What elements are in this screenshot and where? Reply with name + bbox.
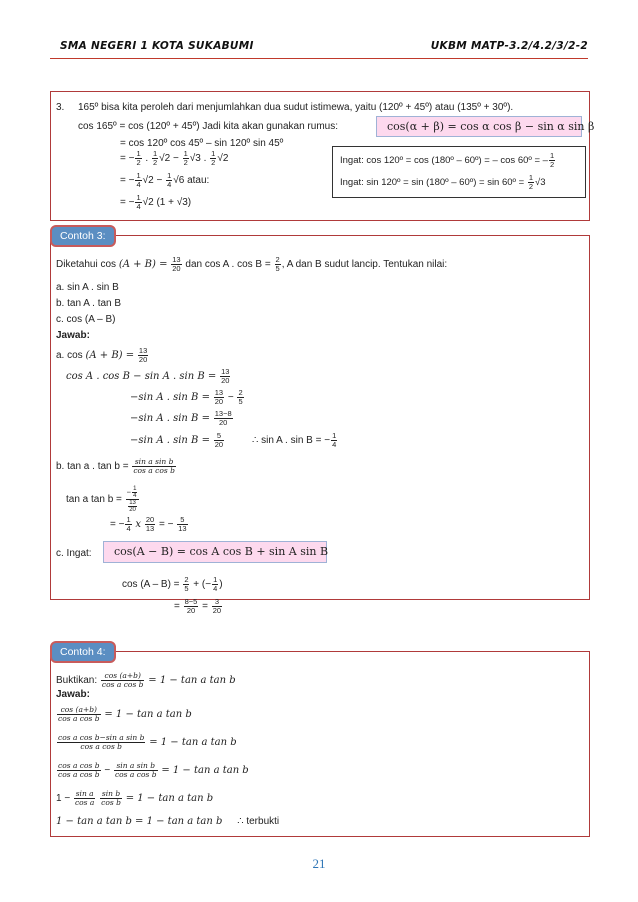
item3-intro: 165º bisa kita peroleh dari menjumlahkan dua sudut istimewa, yaitu (120º + 45º) atau (135º + 30º).	[78, 102, 514, 113]
sol-b-line3: = − $\frac{1}{4}$ x $\frac{20}{13}$ = − $\frac{5}{13}$	[110, 515, 187, 533]
module-code: UKBM MATP-3.2/4.2/3/2-2	[430, 40, 588, 52]
contoh3-part-a: a. sin A . sin B	[56, 282, 119, 293]
item3-line3: = − $\frac{1}{2}$ . $\frac{1}{2}$ √2 − $\frac{1}{2}$ √3 . $\frac{1}{2}$ √2	[120, 149, 229, 167]
header-rule	[50, 58, 588, 59]
ingat-cos120: Ingat: cos 120º = cos (180º – 60º) = – cos 60º = – $\frac{1}{2}$	[340, 151, 555, 169]
item3-line4: = − $\frac{1}{4}$ √2 − $\frac{1}{4}$ √6 atau:	[120, 171, 210, 189]
contoh4-label: Contoh 4:	[50, 641, 116, 663]
sol-c-ingat: c. Ingat:	[56, 548, 92, 559]
contoh3-jawab: Jawab:	[56, 330, 90, 341]
sol-b-line1: b. tan a . tan b = $\frac{\text{sin a sin b}}{\text{cos a cos b}}$	[56, 457, 175, 475]
proof-line5: 1 − tan a tan b = 1 − tan a tan b ∴ terbukti	[56, 816, 280, 827]
sol-c-line2: = $\frac{8-5}{20}$ = $\frac{3}{20}$	[174, 597, 222, 615]
angle-sum-formula: cos(α + β) = cos α cos β − sin α sin β	[376, 116, 582, 137]
sol-c-line1: cos (A – B) = $\frac{2}{5}$ + (− $\frac{1}{4}$ )	[122, 575, 223, 593]
contoh4-statement: Buktikan: $\frac{\cos (a+b)}{\text{cos a cos b}}$ = 1 − tan a tan b	[56, 671, 236, 689]
school-name: SMA NEGERI 1 KOTA SUKABUMI	[60, 40, 254, 52]
sol-a-line3: −sin A . sin B = $\frac{13}{20}$ − $\frac{2}{5}$	[130, 388, 243, 406]
sol-a-result: ∴ sin A . sin B = − $\frac{1}{4}$	[252, 431, 337, 449]
contoh4-jawab: Jawab:	[56, 689, 90, 700]
contoh3-part-c: c. cos (A – B)	[56, 314, 116, 325]
angle-difference-formula: cos(A − B) = cos A cos B + sin A sin B	[103, 541, 327, 563]
page-header	[60, 40, 588, 58]
sol-a-line1: a. cos (A + B) = $\frac{13}{20}$	[56, 346, 148, 364]
proof-line2: $\frac{\text{cos a cos b−sin a sin b}}{\text{cos a cos b}}$ = 1 − tan a tan b	[58, 733, 237, 751]
sol-b-line2: tan a tan b = − $\frac{1}{4}$ $\frac{13}{20}$	[66, 486, 140, 513]
item3-line1: cos 165º = cos (120º + 45º) Jadi kita akan gunakan rumus:	[78, 121, 338, 132]
item3-number: 3.	[56, 102, 65, 113]
sol-a-line4: −sin A . sin B = $\frac{13-8}{20}$	[130, 409, 232, 427]
item3-line5: = − $\frac{1}{4}$ √2 (1 + √3)	[120, 193, 192, 211]
ingat-sin120: Ingat: sin 120º = sin (180º – 60º) = sin 60º = $\frac{1}{2}$ √3	[340, 173, 546, 191]
proof-line1: $\frac{\cos (a+b)}{\text{cos a cos b}}$ = 1 − tan a tan b	[58, 705, 192, 723]
page-number: 21	[312, 856, 326, 871]
contoh3-question: Diketahui cos (A + B) = $\frac{13}{20}$ dan cos A . cos B = $\frac{2}{5}$ , A dan B sudut lancip. Tentukan nilai:	[56, 255, 448, 273]
contoh3-part-b: b. tan A . tan B	[56, 298, 122, 309]
proof-line4: 1 − $\frac{\text{sin a}}{\text{cos a}}$ $\frac{\text{sin b}}{\text{cos b}}$ = 1 − tan a tan b	[56, 789, 214, 807]
sol-a-line5: −sin A . sin B = $\frac{5}{20}$	[130, 431, 224, 449]
contoh3-label: Contoh 3:	[50, 225, 116, 247]
sol-a-line2: cos A . cos B − sin A . sin B = $\frac{13}{20}$	[66, 367, 230, 385]
proof-line3: $\frac{\text{cos a cos b}}{\text{cos a cos b}}$ − $\frac{\text{sin a sin b}}{\text{cos a cos b}}$ = 1 − tan a tan b	[58, 761, 249, 779]
item3-line2: = cos 120º cos 45º – sin 120º sin 45º	[120, 138, 284, 149]
